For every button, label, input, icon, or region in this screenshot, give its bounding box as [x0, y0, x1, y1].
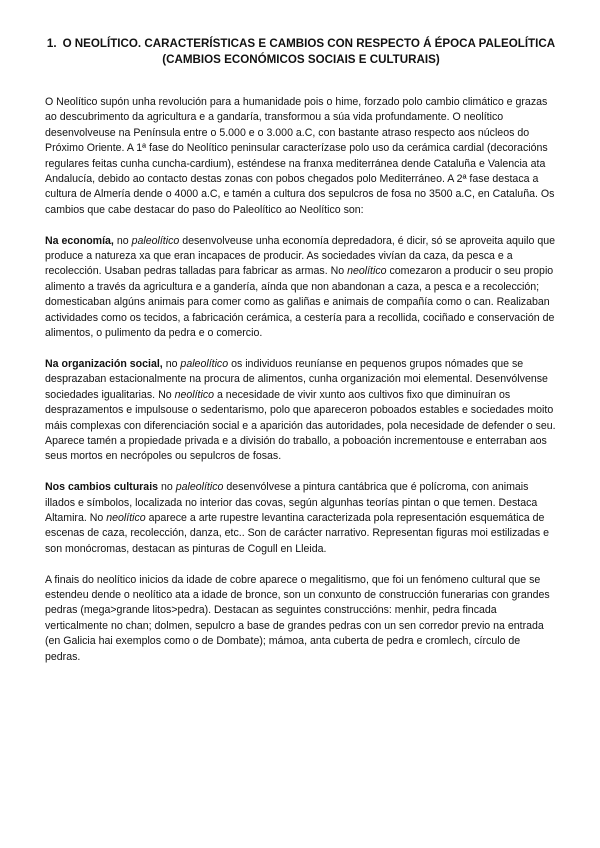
social-italic-2: neolítico — [174, 388, 215, 401]
document-title — [46, 36, 556, 67]
cultural-italic-2: neolítico — [106, 511, 146, 524]
megalithism-paragraph: A finais do neolítico inicios da idade de cobre aparece o megalitismo, que foi un fenómeno cultural que se estendeu dende o neolítico ata a idade de bronce, son un conxunto de construcción funerarias con grandes pedras (mega>grande litos>pedra). Destacan as seguintes construccións: menhir, pedra fincada verticalmente no chan; dolmen, sepulcro a base de grandes pedras con un sen corredor previo na entrada (en Galicia hai exemplos como o de Dombate); mámoa, anta cuberta de pedra e cromlech, círculo de pedras. — [45, 573, 550, 663]
social-italic-1: paleolítico — [180, 357, 229, 370]
economy-lead: Na economía, — [45, 234, 114, 247]
intro-paragraph: O Neolítico supón unha revolución para a humanidade pois o hime, forzado polo cambio climático e grazas ao descubrimento da agricultura e a gandaría, transformou a súa vida profundamente. O neolítico desenvolveuse na Península entre o 5.000 e o 3.000 a.C, con bastante atraso respecto aos núcleos do Próximo Oriente. A 1ª fase do Neolítico peninsular caracterízase polo uso da cerámica cardial (decoracións regulares feitas cunha cuncha-cardium), esténdese na franxa mediterránea dende Cataluña e Valencia ata Andalucía, debido ao contacto destas zonas con pobos chegados polo Mediterráneo. A 2ª fase destaca a cultura de Almería dende o 4000 a.C, e tamén a cultura dos sepulcros de fosa no 3500 a.C, en Cataluña. Os cambios que cabe destacar do paso do Paleolítico ao Neolítico son: — [45, 96, 555, 216]
social-text-3: a necesidade de vivir xunto aos cultivos fixo que diminuíran os desprazamentos e impulsouse o sedentarismo, polo que apareceron poboados estables e sociedades moito máis complexas con diferenciación social e a aparición das autoridades, pola necesidade de defender o seu. Aparece tamén a propiedade privada e a división do traballo, a poboación incrementouse e enterraban aos seus mortos en necrópoles ou sepulcros de fosas. — [45, 388, 556, 463]
economy-italic-1: paleolítico — [131, 234, 180, 247]
title-number: 1. — [46, 37, 57, 50]
cultural-text-3: aparece a arte rupestre levantina caracterizada pola representación esquemática de escenas de caza, recolección, danza, etc.. Son de carácter narrativo. Representan figuras moi estilizadas e son monócromas, destacan as pinturas de Cogull en Lleida. — [45, 511, 550, 555]
cultural-italic-1: paleolítico — [175, 481, 224, 494]
economy-text-2: desenvolveuse unha economía depredadora, é dicir, só se aproveita aquilo que produce a natureza xa que eran incapaces de producir. As sociedades vivían da caza, da pesca e a recolección. Usaban pedras talladas para fabricar as armas. No — [45, 234, 556, 278]
social-text-2: os individuos reuníanse en pequenos grupos nómades que se desprazaban estacionalmente na procura de alimentos, cunha organización moi elemental. Desenvólvense sociedades igualitarias. No — [45, 357, 548, 401]
social-paragraph — [45, 357, 557, 465]
document-body — [45, 95, 557, 680]
social-text-1: no — [162, 357, 181, 370]
cultural-lead: Nos cambios culturais — [45, 481, 159, 494]
economy-paragraph — [45, 234, 557, 342]
economy-text-3: comezaron a producir o seu propio alimento a través da agricultura e a gandería, aínda que non abandonan a caza, a pesca e a recolección; domesticaban algúns animais para comer como as galiñas e animais de compañía como o can. Realizaban actividades como os tecidos, a fabricación cerámica, a cestería para a recollida, cociñado e conservación de alimentos, o pulimento da pedra e o comercio. — [45, 265, 555, 340]
economy-italic-2: neolítico — [347, 265, 387, 278]
title-text: O NEOLÍTICO. CARACTERÍSTICAS E CAMBIOS CON RESPECTO Á ÉPOCA PALEOLÍTICA (CAMBIOS ECONÓMICOS SOCIAIS E CULTURAIS) — [62, 37, 556, 66]
cultural-text-1: no — [158, 481, 176, 494]
economy-text-1: no — [113, 234, 132, 247]
cultural-paragraph — [45, 480, 557, 557]
cultural-text-2: desenvólvese a pintura cantábrica que é polícroma, con animais illados e símbolos, localizada no interior das covas, según algunhas teorías pintan o que temen. Destaca Altamira. No — [45, 481, 538, 524]
social-lead: Na organización social, — [45, 357, 163, 370]
